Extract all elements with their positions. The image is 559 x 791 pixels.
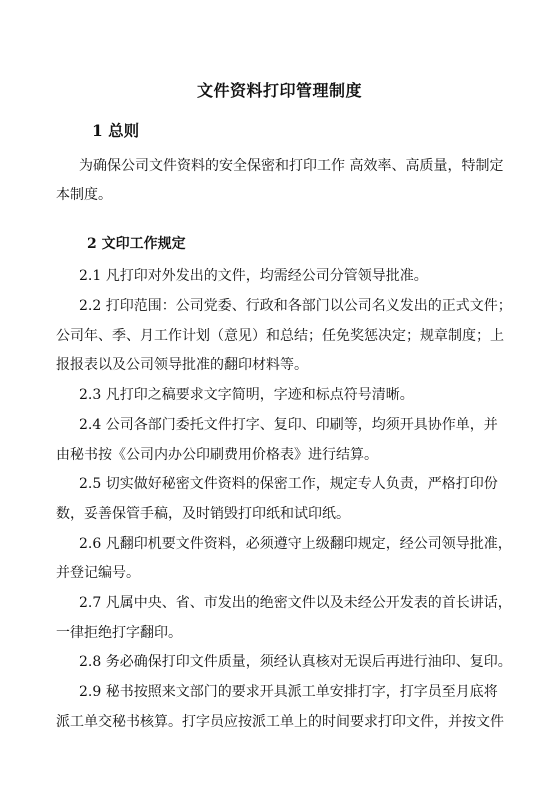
paragraph-line: 一律拒绝打字翻印。 [56,625,182,641]
section-heading-printing-rules: 2 文印工作规定 [87,236,186,252]
paragraph-line: 并登记编号。 [56,565,140,581]
paragraph-line: 2.1 凡打印对外发出的文件，均需经公司分管领导批准。 [79,268,428,284]
paragraph-line: 2.9 秘书按照来文部门的要求开具派工单安排打字，打字员至月底将 [79,684,498,700]
document-title: 文件资料打印管理制度 [196,81,362,100]
paragraph-line: 由秘书按《公司内办公印刷费用价格表》进行结算。 [56,447,378,463]
paragraph-line: 公司年、季、月工作计划（意见）和总结；任免奖惩决定；规章制度；上 [56,328,504,344]
paragraph-line: 2.6 凡翻印机要文件资料，必须遵守上级翻印规定，经公司领导批准， [79,536,512,552]
paragraph-line: 派工单交秘书核算。打字员应按派工单上的时间要求打印文件，并按文件 [56,714,504,730]
paragraph-line: 2.4 公司各部门委托文件打字、复印、印刷等，均须开具协作单，并 [79,417,498,433]
paragraph-line: 报报表以及公司领导批准的翻印材料等。 [56,357,308,373]
paragraph-line: 2.3 凡打印之稿要求文字简明，字迹和标点符号清晰。 [79,387,414,403]
paragraph-line: 2.2 打印范围：公司党委、行政和各部门以公司名义发出的正式文件； [79,298,512,314]
paragraph-line: 数，妥善保管手稿，及时销毁打印纸和试印纸。 [56,506,350,522]
paragraph-line: 2.5 切实做好秘密文件资料的保密工作，规定专人负责，严格打印份 [79,476,498,492]
paragraph-line: 为确保公司文件资料的安全保密和打印工作 高效率、高质量，特制定 [79,158,504,174]
section-heading-general: 1 总则 [92,121,140,140]
paragraph-line: 2.7 凡属中央、省、市发出的绝密文件以及未经公开发表的首长讲话， [79,595,512,611]
paragraph-line: 本制度。 [56,187,112,203]
paragraph-line: 2.8 务必确保打印文件质量，须经认真核对无误后再进行油印、复印。 [79,654,512,670]
